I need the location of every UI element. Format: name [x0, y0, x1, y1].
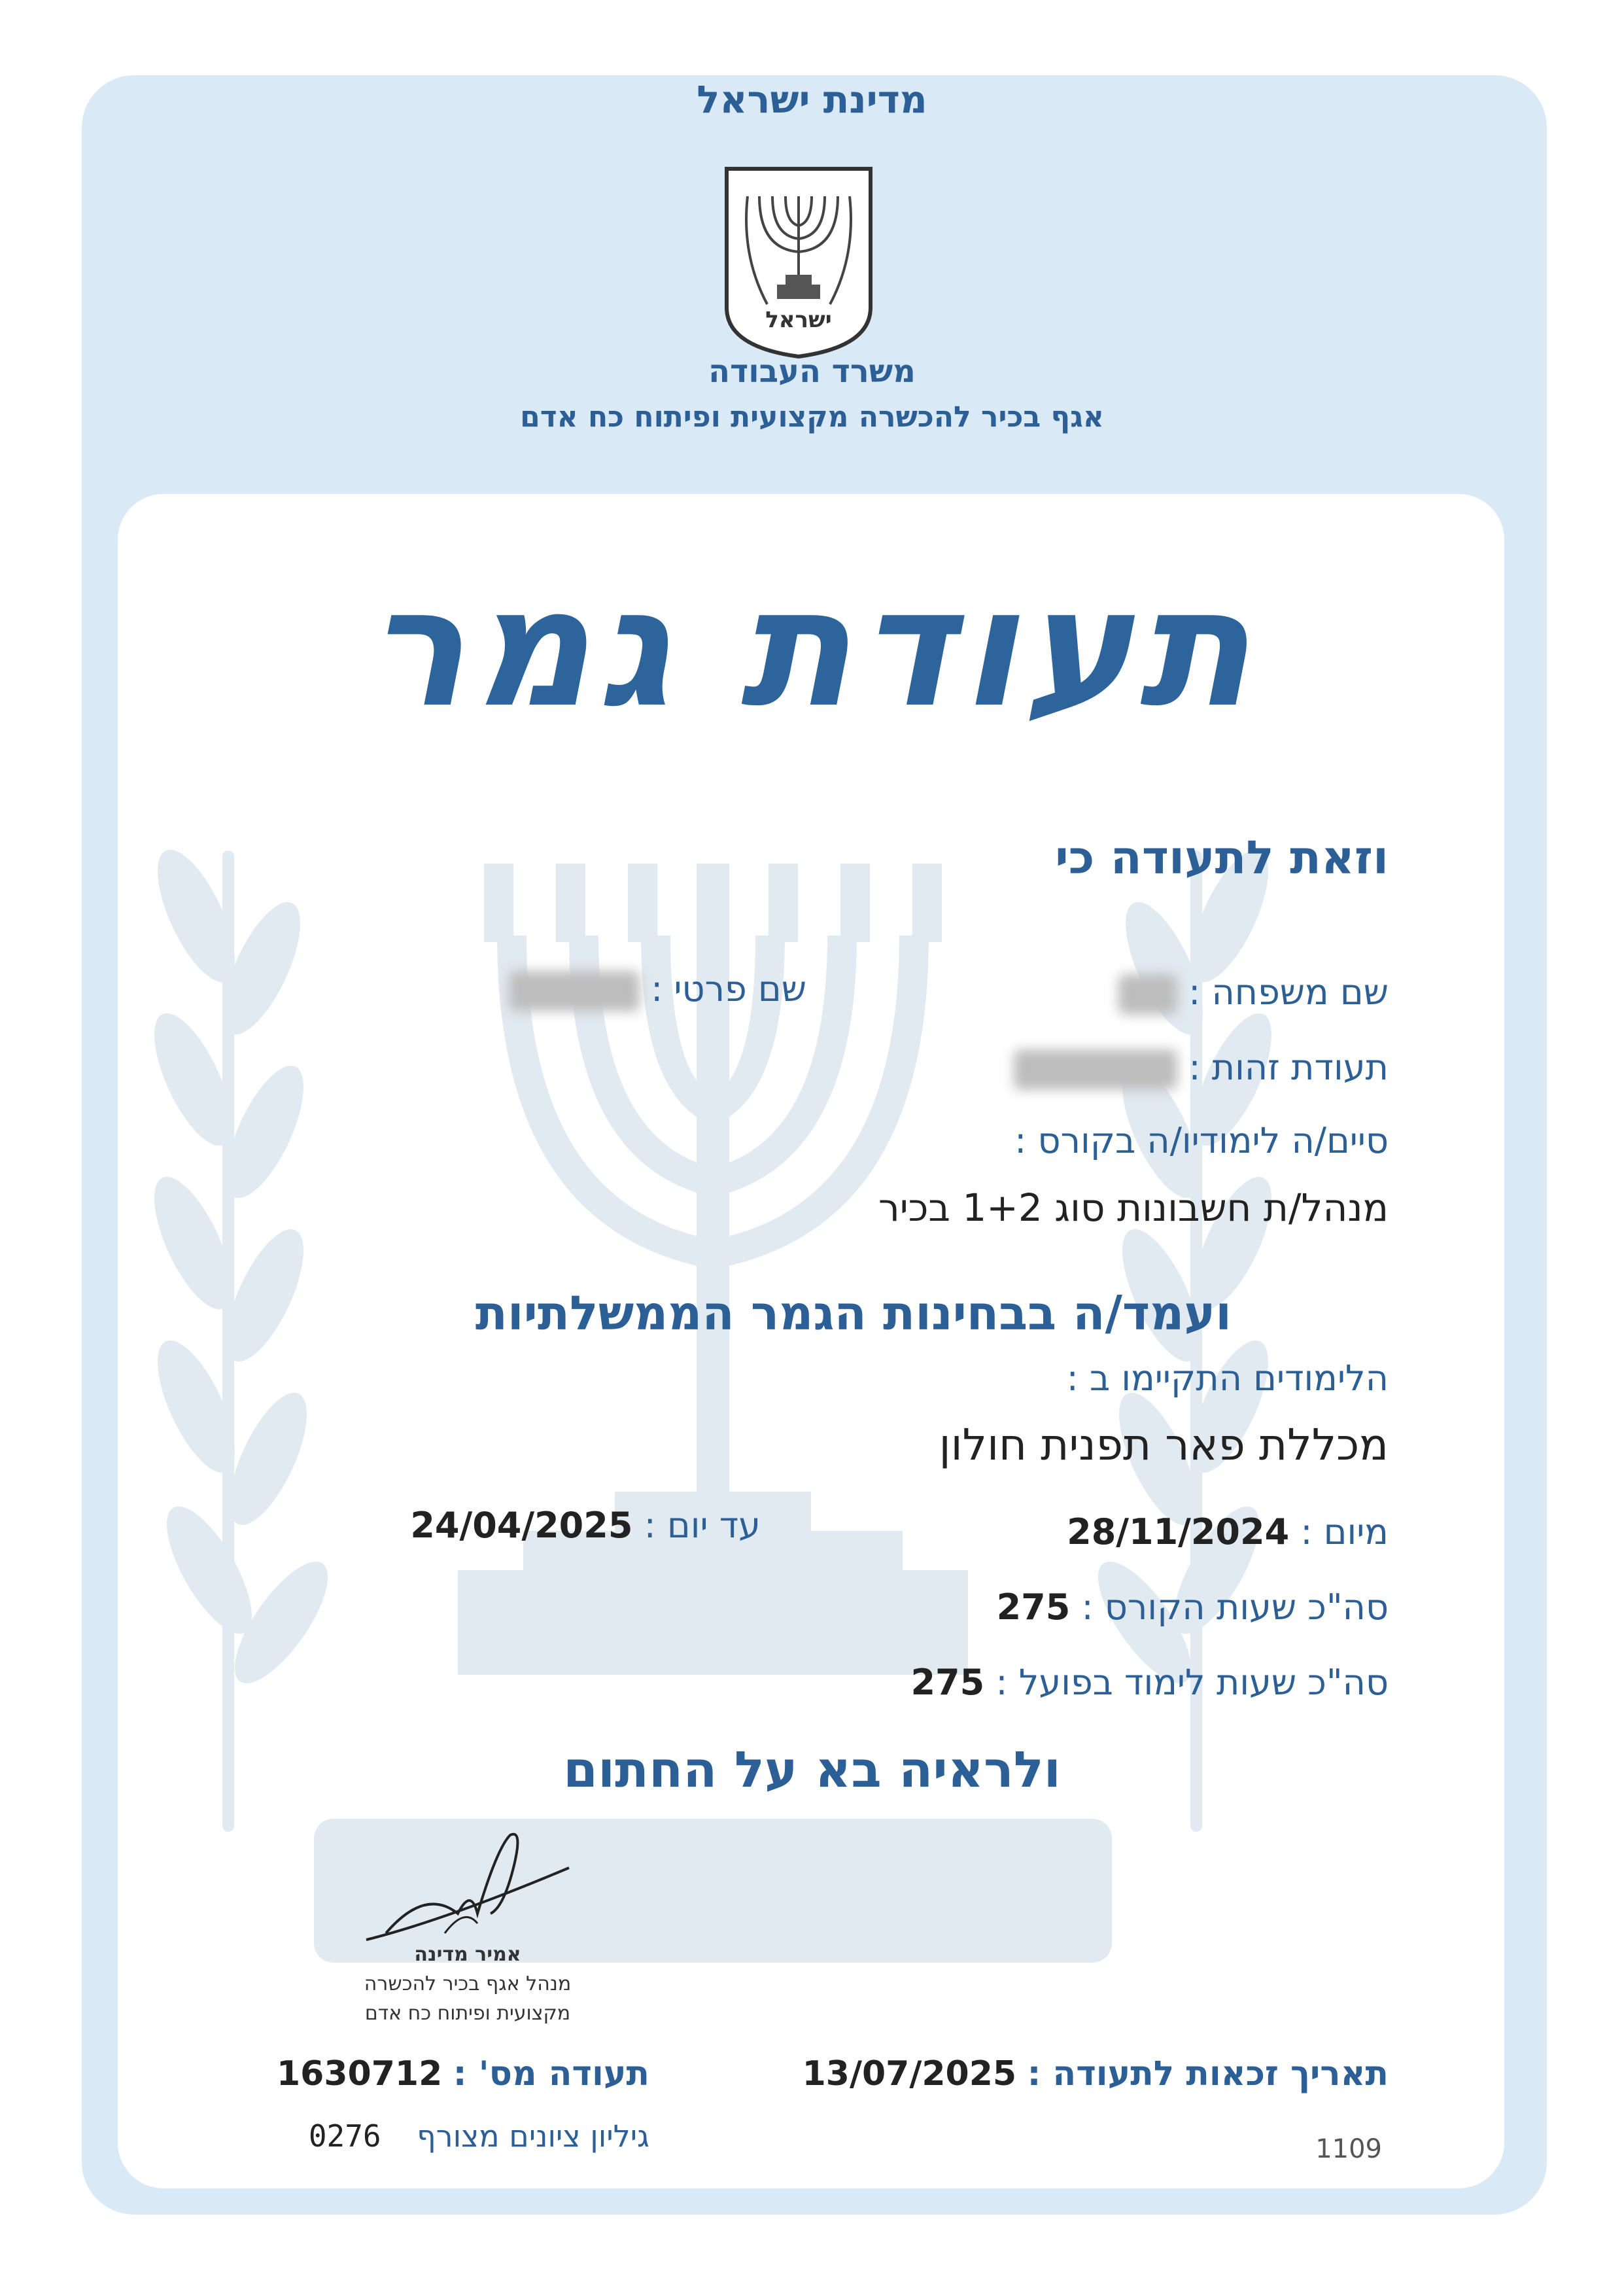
- course-hours-row: [997, 1586, 1389, 1628]
- state-emblem-icon: [721, 164, 876, 360]
- signer-title-line1: מנהל אגף בכיר להכשרה: [364, 1972, 572, 1995]
- course-name: מנהל/ת חשבונות סוג 1+2 בכיר: [878, 1185, 1389, 1230]
- division-name: אגף בכיר להכשרה מקצועית ופיתוח כח אדם: [520, 400, 1104, 434]
- cert-number-label: תעודה מס' :: [453, 2054, 649, 2094]
- course-hours-label: סה"כ שעות הקורס :: [1081, 1586, 1389, 1628]
- menorah-watermark-icon: [118, 772, 1308, 2048]
- passed-exams-text: ועמד/ה בבחינות הגמר הממשלתיות: [475, 1286, 1232, 1340]
- location-name: מכללת פאר תפנית חולון: [939, 1420, 1389, 1470]
- certificate-title: תעודת גמר: [367, 553, 1257, 743]
- course-label: סיים/ה לימודיו/ה בקורס :: [1014, 1120, 1389, 1161]
- actual-hours-value: 275: [910, 1662, 985, 1703]
- id-label: תעודת זהות :: [1188, 1047, 1389, 1088]
- entitlement-row: [803, 2054, 1389, 2094]
- signature-icon: [347, 1809, 589, 1959]
- first-name-row: [509, 968, 806, 1011]
- cert-number-row: [277, 2054, 649, 2094]
- last-name-row: [1118, 972, 1389, 1015]
- actual-hours-label: סה"כ שעות לימוד בפועל :: [995, 1662, 1389, 1703]
- to-date-value: 24/04/2025: [410, 1505, 633, 1546]
- grades-row: [309, 2118, 649, 2154]
- from-date-row: [1067, 1511, 1389, 1552]
- grades-label: גיליון ציונים מצורף: [417, 2118, 649, 2154]
- emblem-caption: ישראל: [765, 307, 832, 333]
- id-row: [1014, 1047, 1389, 1090]
- course-hours-value: 275: [996, 1586, 1071, 1628]
- first-name-redacted: [509, 971, 640, 1011]
- id-redacted: [1014, 1049, 1177, 1090]
- ministry-name: משרד העבודה: [708, 353, 916, 390]
- signer-title-line2: מקצועית ופיתוח כח אדם: [364, 2002, 571, 2025]
- grades-number: 0276: [308, 2118, 381, 2154]
- seal-text: ולראיה בא על החתום: [563, 1740, 1061, 1798]
- to-date-row: [410, 1505, 761, 1546]
- last-name-redacted: [1118, 974, 1177, 1015]
- entitlement-value: 13/07/2025: [802, 2054, 1017, 2094]
- location-label: הלימודים התקיימו ב :: [1066, 1358, 1389, 1399]
- cert-number-value: 1630712: [276, 2054, 443, 2094]
- last-name-label: שם משפחה :: [1188, 972, 1389, 1013]
- first-name-label: שם פרטי :: [651, 968, 806, 1009]
- actual-hours-row: [910, 1662, 1389, 1703]
- intro-text: וזאת לתעודה כי: [1055, 831, 1389, 885]
- signer-name: אמיר מדינה: [414, 1943, 521, 1966]
- entitlement-label: תאריך זכאות לתעודה :: [1027, 2054, 1389, 2094]
- from-date-value: 28/11/2024: [1067, 1511, 1290, 1552]
- from-date-label: מיום :: [1300, 1511, 1389, 1552]
- to-date-label: עד יום :: [644, 1505, 761, 1546]
- serial-number: 1109: [1315, 2134, 1382, 2164]
- state-name: מדינת ישראל: [697, 77, 927, 122]
- signer-block: [330, 1940, 605, 2028]
